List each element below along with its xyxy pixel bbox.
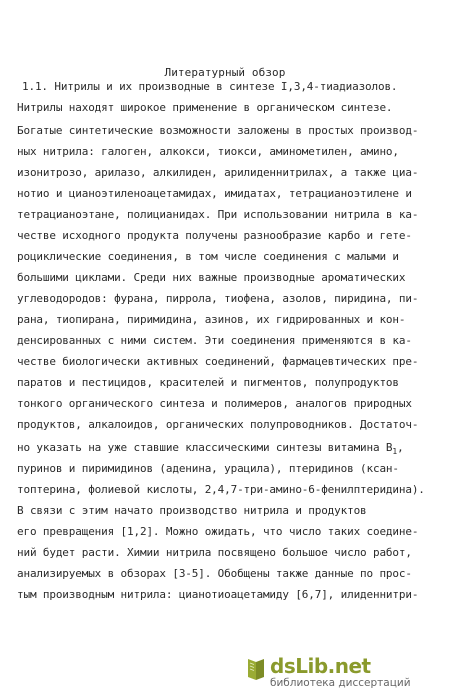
subscript: 1 — [392, 447, 398, 456]
text-line-main: но указать на уже ставшие классическими синтезы витамина B — [17, 441, 393, 454]
logo-tagline: библиотека диссертаций — [270, 677, 411, 689]
text-line: большими циклами. Среди них важные производные ароматических — [17, 271, 406, 284]
text-line: топтерина, фолиевой кислоты, 2,4,7-три-амино-6-фенилптеридина). — [17, 483, 425, 496]
text-line: В связи с этим начато производство нитрила и продуктов — [17, 504, 367, 517]
text-line: ний будет расти. Химии нитрила посвящено большое число работ, — [17, 546, 412, 559]
text-line: честве биологически активных соединений, фармацевтических пре- — [17, 355, 419, 368]
text-line: тым производным нитрила: цианотиоацетамиду [6,7], илиденнитри- — [17, 588, 419, 601]
text-line: его превращения [1,2]. Можно ожидать, что число таких соедине- — [17, 525, 419, 538]
text-line: продуктов, алкалоидов, органических полупроводников. Достаточ- — [17, 418, 419, 431]
text-line — [17, 441, 404, 459]
text-line: паратов и пестицидов, красителей и пигментов, полупродуктов — [17, 376, 399, 389]
text-line: тонкого органического синтеза и полимеров, аналогов природных — [17, 397, 412, 410]
book-icon — [246, 656, 266, 682]
text-line: роциклические соединения, в том числе соединения с малыми и — [17, 250, 399, 263]
text-line: рана, тиопирана, пиримидина, азинов, их гидрированных и кон- — [17, 313, 406, 326]
logo-text: dsLib.net — [270, 654, 371, 678]
text-line: ных нитрила: галоген, алкокси, тиокси, аминометилен, амино, — [17, 145, 399, 158]
comma: , — [397, 441, 404, 454]
section-heading: Литературный обзор — [164, 66, 286, 79]
text-line: углеводородов: фурана, пиррола, тиофена, азолов, пиридина, пи- — [17, 292, 419, 305]
text-line: тетрацианоэтане, полицианидах. При использовании нитрила в ка- — [17, 208, 419, 221]
text-line: изонитрозо, арилазо, алкилиден, арилиденнитрилах, а также циа- — [17, 166, 419, 179]
text-line: Нитрилы находят широкое применение в органическом синтезе. — [17, 101, 393, 114]
text-line: анализируемых в обзорах [3-5]. Обобщены также данные по прос- — [17, 567, 412, 580]
site-watermark[interactable] — [246, 654, 436, 690]
text-line: денсированных с ними систем. Эти соединения применяются в ка- — [17, 334, 412, 347]
text-line: честве исходного продукта получены разнообразие карбо и гете- — [17, 229, 412, 242]
text-line: пуринов и пиримидинов (аденина, урацила), птеридинов (ксан- — [17, 462, 399, 475]
text-line: нотио и цианоэтиленоацетамидах, имидатах, тетрацианоэтилене и — [17, 187, 412, 200]
text-line: Богатые синтетические возможности заложены в простых производ- — [17, 124, 419, 137]
subsection-title: 1.1. Нитрилы и их производные в синтезе I,3,4-тиадиазолов. — [22, 80, 398, 93]
